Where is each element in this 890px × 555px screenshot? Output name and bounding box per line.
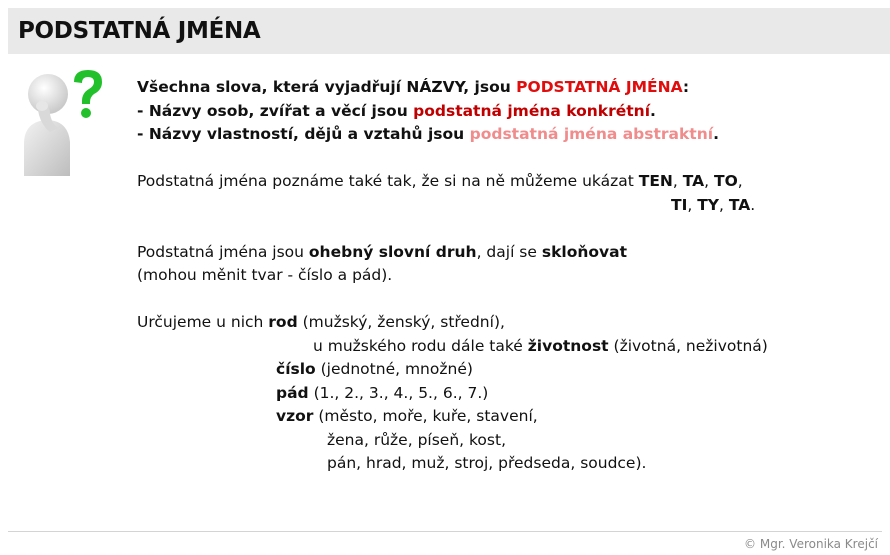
determine-zivotnost: u mužského rodu dále také životnost (životná, neživotná) — [313, 336, 768, 355]
intro-line-2: - Názvy osob, zvířat a věcí jsou podstatná jména konkrétní. — [137, 101, 656, 120]
determine-cislo: číslo (jednotné, množné) — [276, 360, 473, 378]
content-area — [137, 76, 877, 476]
highlight-konkretni: podstatná jména konkrétní — [413, 101, 651, 120]
page-title: PODSTATNÁ JMÉNA — [18, 18, 261, 44]
recognize-line-2: TI, TY, TA. — [671, 195, 756, 214]
header-bar — [8, 8, 890, 54]
recognize-line-1: Podstatná jména poznáme také tak, že si na ně můžeme ukázat TEN, TA, TO, — [137, 172, 743, 190]
highlight-abstraktni: podstatná jména abstraktní — [469, 125, 714, 143]
copyright: © Mgr. Veronika Krejčí — [744, 537, 878, 551]
determine-rod: Určujeme u nich rod (mužský, ženský, střední), — [137, 313, 505, 331]
highlight-podstatna-jmena: PODSTATNÁ JMÉNA — [516, 78, 683, 96]
vzor-line-2: žena, růže, píseň, kost, — [327, 430, 506, 449]
thinking-person-icon — [10, 66, 110, 176]
footer-divider — [8, 531, 882, 532]
inflect-line-2: (mohou měnit tvar - číslo a pád). — [137, 266, 393, 284]
determine-pad: pád (1., 2., 3., 4., 5., 6., 7.) — [276, 383, 489, 402]
determine-vzor: vzor (město, moře, kuře, stavení, — [276, 407, 538, 425]
intro-line-1: Všechna slova, která vyjadřují NÁZVY, jsou PODSTATNÁ JMÉNA: — [137, 78, 690, 96]
question-mark-icon — [74, 70, 102, 118]
vzor-line-3: pán, hrad, muž, stroj, předseda, soudce). — [327, 454, 647, 472]
inflect-line-1: Podstatná jména jsou ohebný slovní druh, dají se skloňovat — [137, 242, 628, 261]
intro-line-3: - Názvy vlastností, dějů a vztahů jsou podstatná jména abstraktní. — [137, 125, 719, 143]
